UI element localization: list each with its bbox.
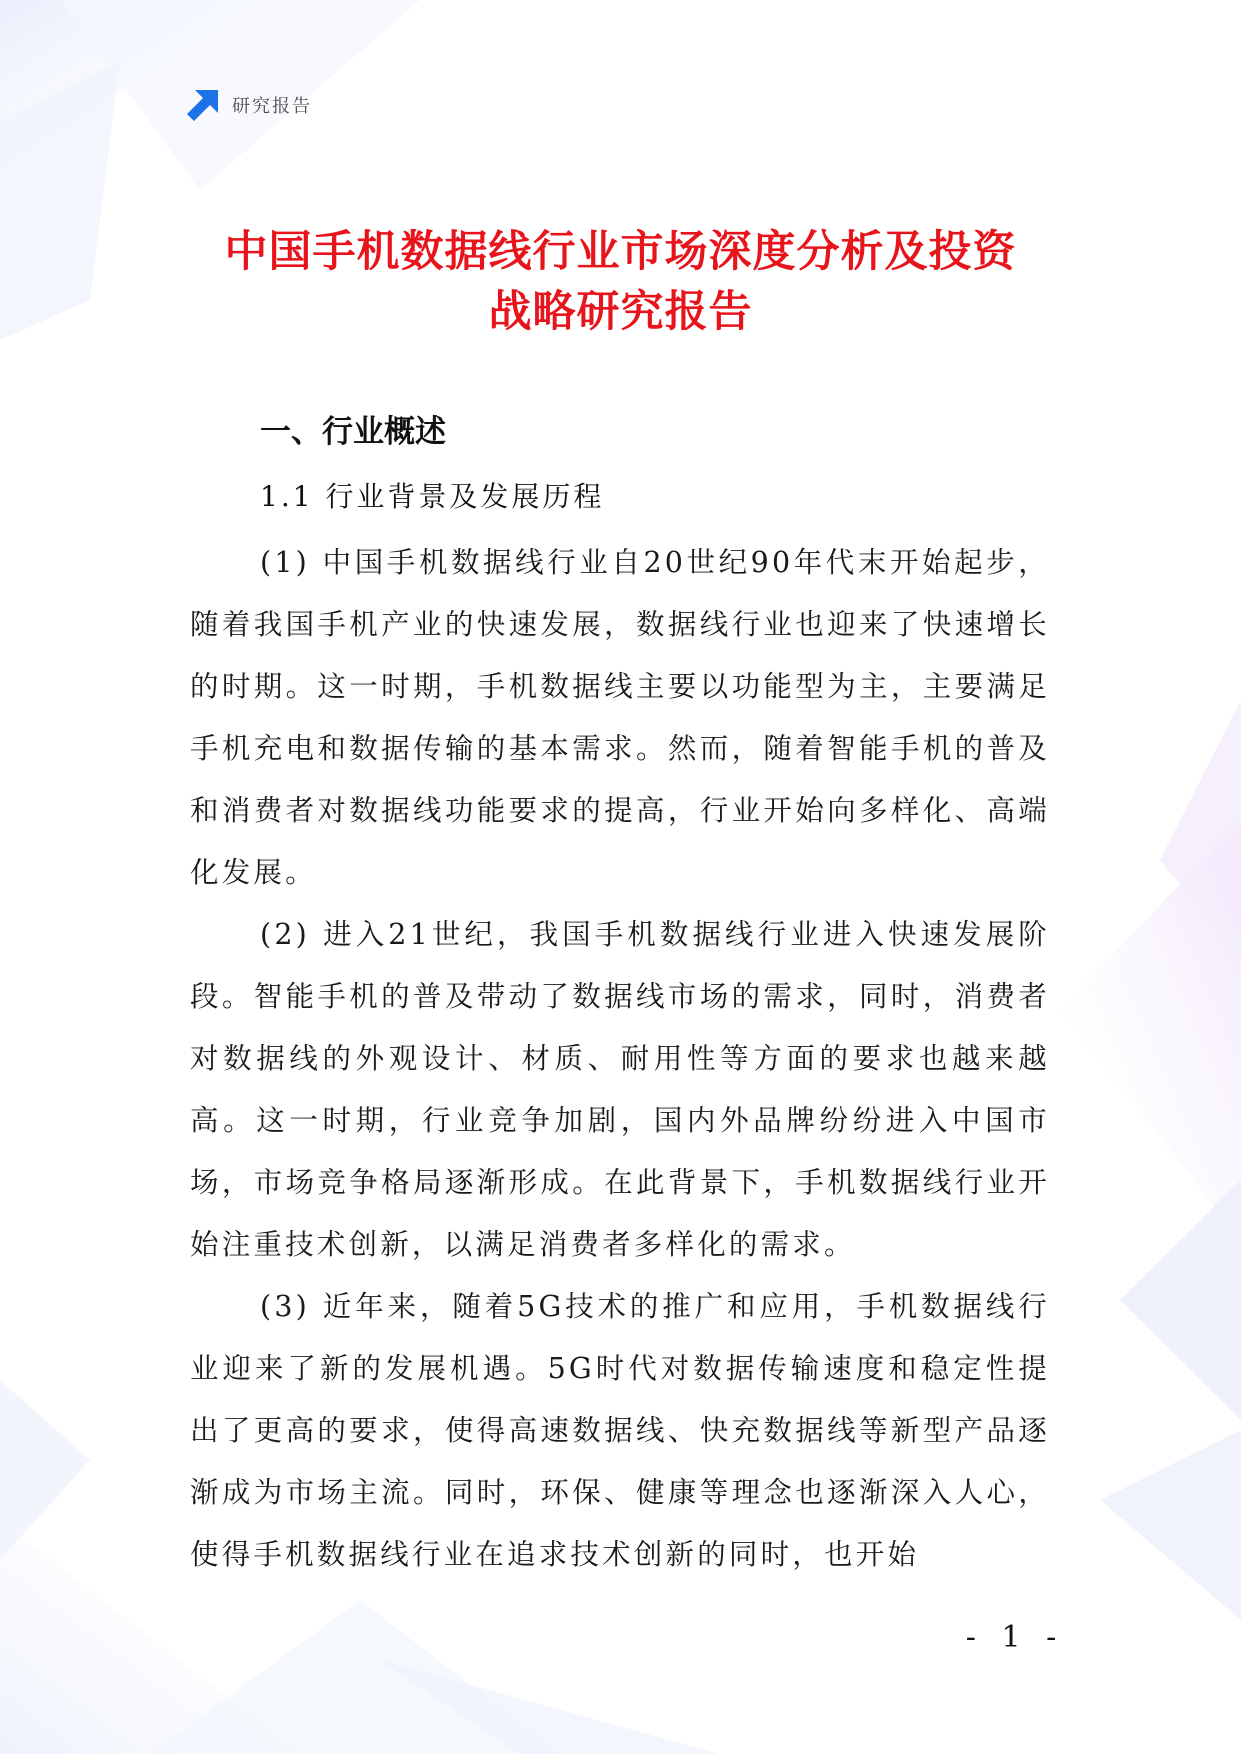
title-line-1: 中国手机数据线行业市场深度分析及投资 [224,227,1017,277]
paragraph: (1) 中国手机数据线行业自20世纪90年代末开始起步，随着我国手机产业的快速发展，数据线行业也迎来了快速增长的时期。这一时期，手机数据线主要以功能型为主，主要满足手机充电和数据传输的基本需求。然而，随着智能手机的普及和消费者对数据线功能要求的提高，行业开始向多样化、高端化发展。 [190,546,1050,889]
subsection-heading: 1.1 行业背景及发展历程 [260,480,605,513]
title-line-2: 战略研究报告 [488,287,753,337]
page-number: - 1 - [965,1620,1065,1655]
page-header [186,88,312,122]
document-body [190,410,1050,1586]
document-title [150,222,1091,342]
header-label: 研究报告 [232,96,312,117]
arrow-up-right-icon [186,88,220,122]
section-heading: 一、行业概述 [260,414,446,450]
paragraph: (2) 进入21世纪，我国手机数据线行业进入快速发展阶段。智能手机的普及带动了数据线市场的需求，同时，消费者对数据线的外观设计、材质、耐用性等方面的要求也越来越高。这一时期，行业竞争加剧，国内外品牌纷纷进入中国市场，市场竞争格局逐渐形成。在此背景下，手机数据线行业开始注重技术创新，以满足消费者多样化的需求。 [190,918,1050,1261]
paragraph: (3) 近年来，随着5G技术的推广和应用，手机数据线行业迎来了新的发展机遇。5G时代对数据传输速度和稳定性提出了更高的要求，使得高速数据线、快充数据线等新型产品逐渐成为市场主流。同时，环保、健康等理念也逐渐深入人心，使得手机数据线行业在追求技术创新的同时，也开始 [190,1290,1050,1571]
